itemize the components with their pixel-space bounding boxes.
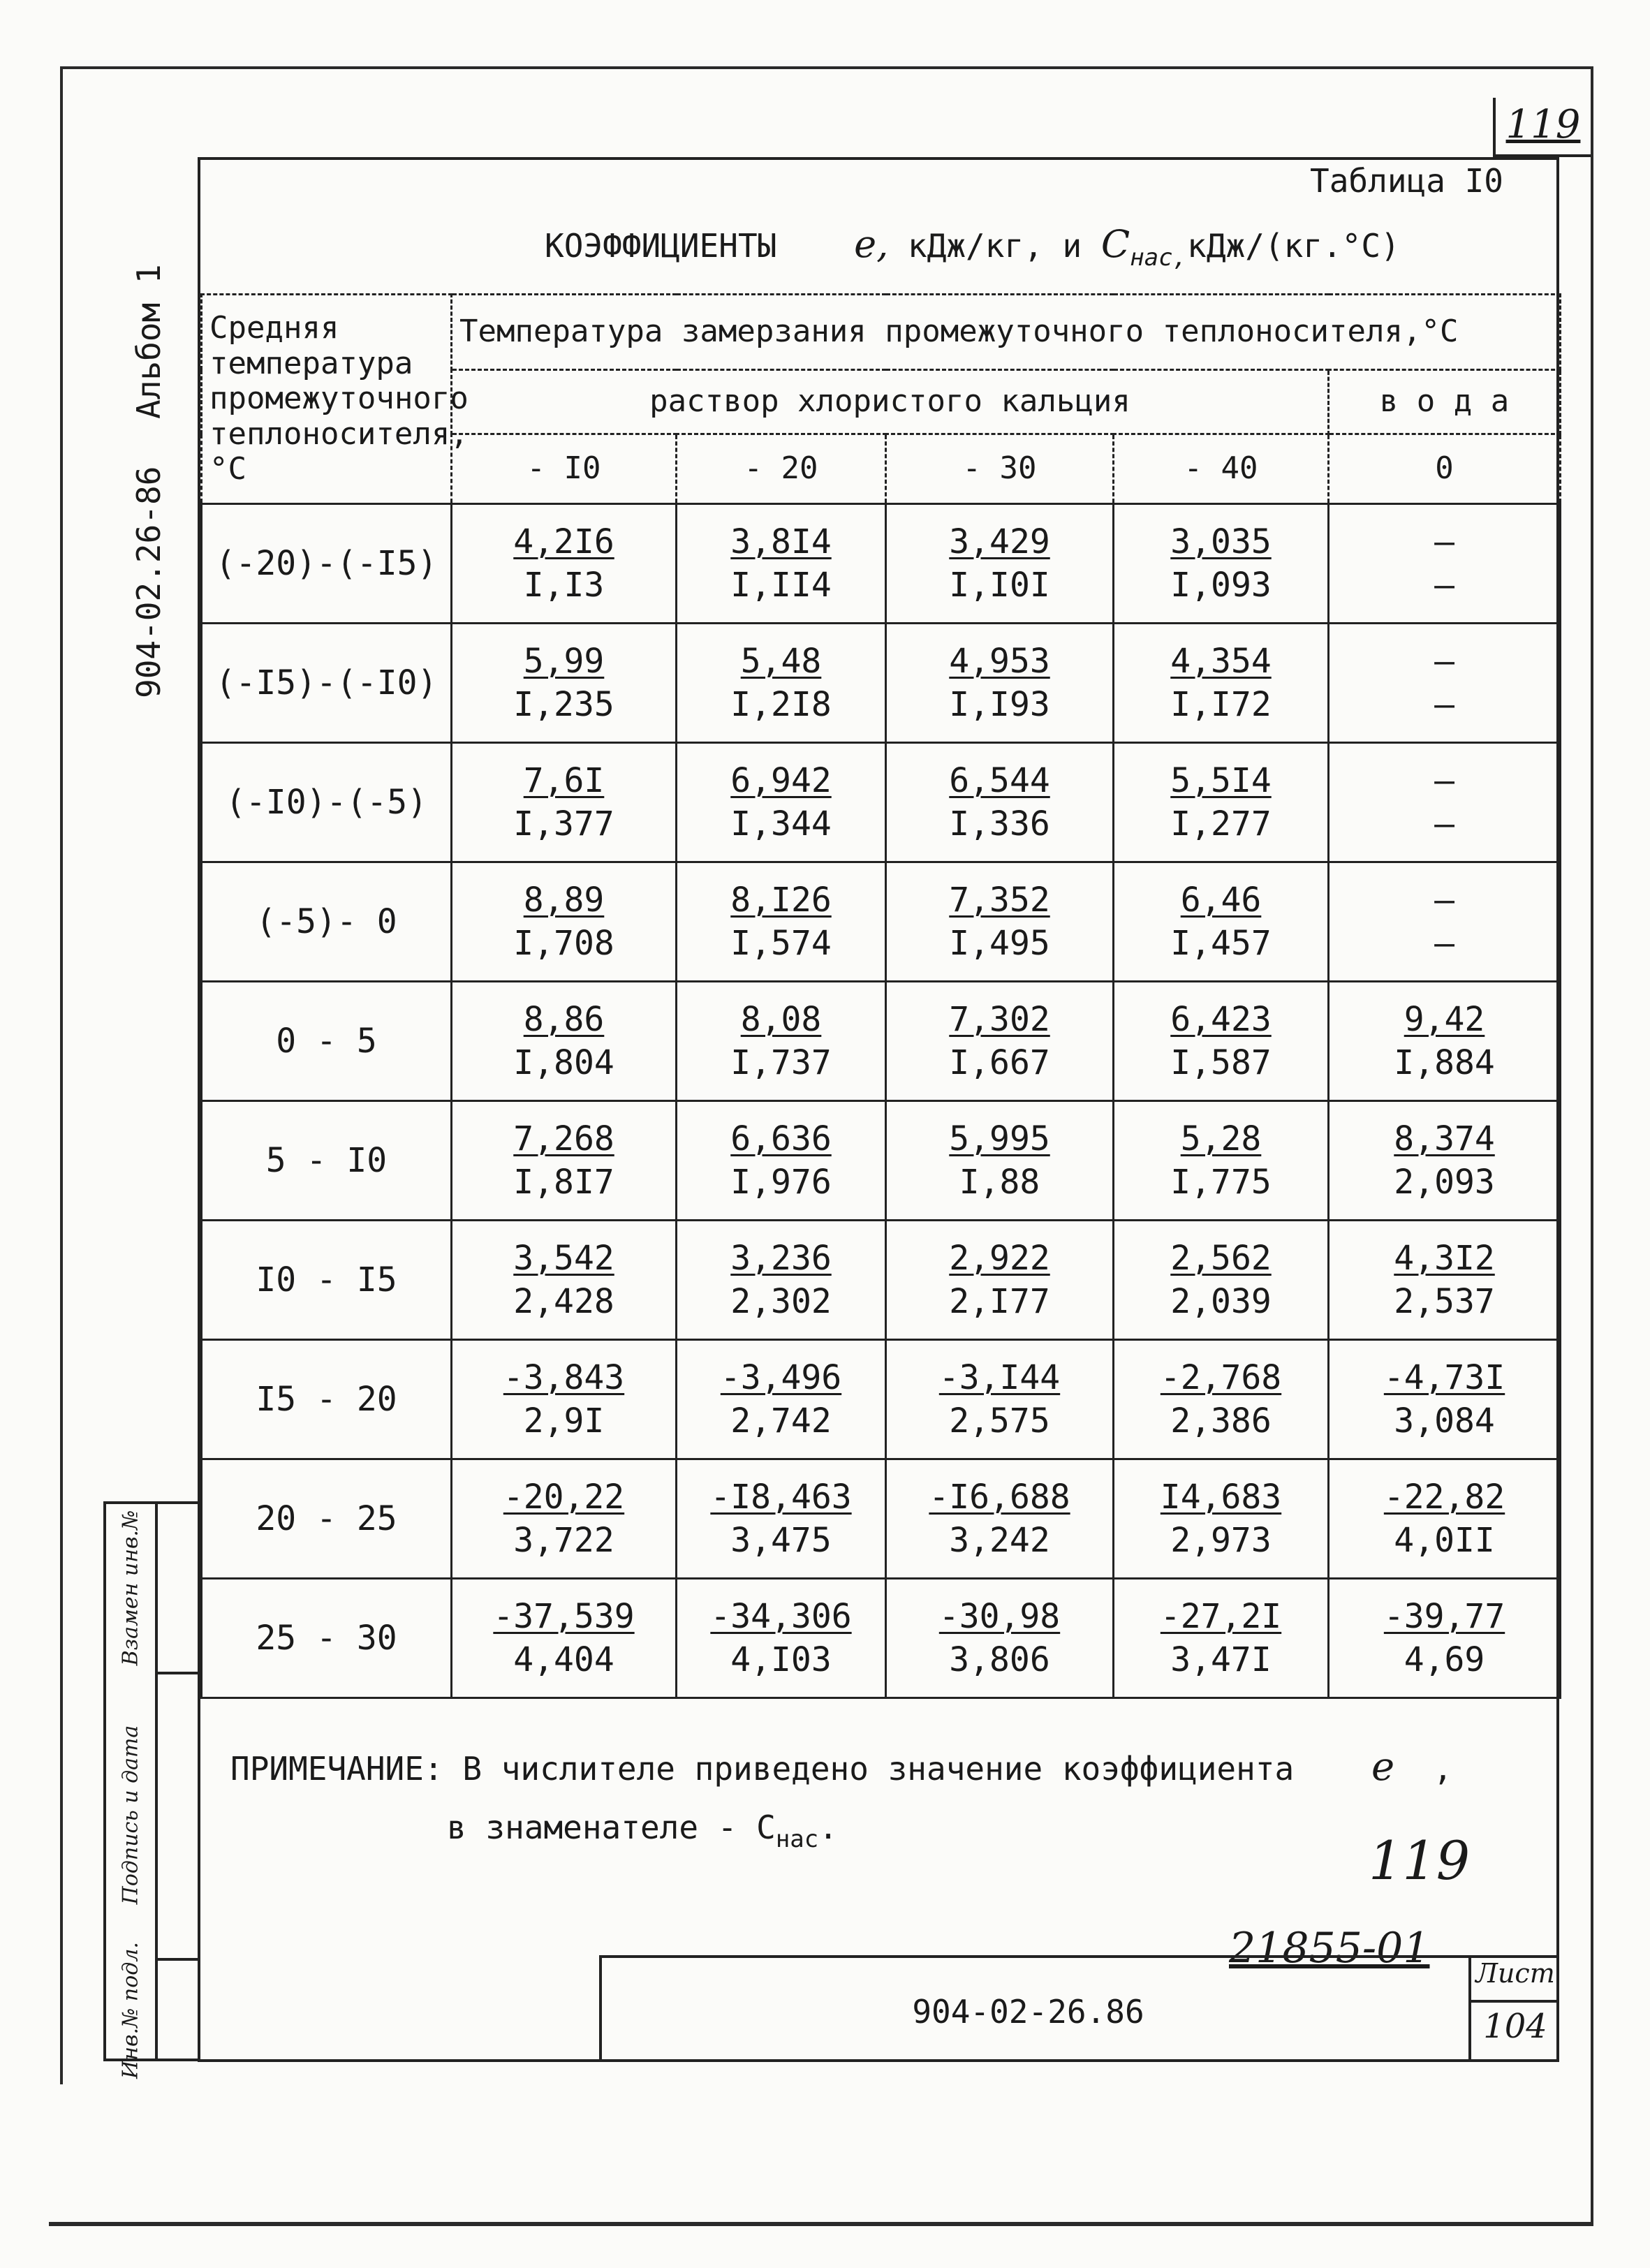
table-cell [452,862,677,982]
side-album-label [126,251,168,698]
numerator-e: -3,496 [720,1357,842,1397]
table-cell [677,862,886,982]
denominator-c: – [1434,804,1454,844]
strip-label-replaced-inv: Взамен инв.№ [118,1510,143,1666]
numerator-e: 4,2I6 [513,522,614,561]
main-header: Температура замерзания промежуточного теплоносителя,°С [452,295,1561,370]
numerator-e: 8,86 [523,999,605,1039]
strip-divider [155,1504,158,2059]
sheet-number: 104 [1483,2007,1547,2046]
fraction [730,998,832,1085]
fraction [1434,759,1454,846]
table-row [202,1579,1561,1698]
numerator-e: 2,922 [949,1238,1050,1278]
denominator-c: I,II4 [730,566,832,605]
table-cell [1329,1340,1561,1459]
table-cell [452,982,677,1101]
table-cell [452,624,677,743]
denominator-c: I,I72 [1170,685,1272,724]
fraction [1394,1237,1495,1324]
denominator-c: I,I3 [523,566,605,605]
note-line-2-tail: . [818,1809,838,1846]
fraction [929,1475,1070,1563]
numerator-e: -4,73I [1383,1357,1505,1397]
solution-header: раствор хлористого кальция [452,370,1329,434]
table-cell [1114,862,1329,982]
table-row [202,1459,1561,1579]
frame-line-left [60,66,63,2084]
denominator-c: 3,47I [1170,1640,1272,1679]
table-body [202,504,1561,1698]
fraction [949,640,1050,727]
denominator-c: I,235 [513,685,614,724]
corner-page-number-box [1493,98,1591,157]
denominator-c: 2,537 [1394,1282,1495,1321]
fraction [1394,998,1495,1085]
table-cell [886,1101,1114,1221]
fraction [949,1117,1050,1205]
fraction [939,1595,1060,1682]
table-cell [1329,624,1561,743]
numerator-e: 8,08 [740,999,822,1039]
note-e-symbol: e [1371,1744,1395,1790]
denominator-c: 3,084 [1394,1401,1495,1441]
table-label: Таблица I0 [1310,162,1503,200]
row-label: 5 - I0 [202,1101,452,1221]
numerator-e: -37,539 [493,1596,635,1636]
fraction [513,998,614,1085]
table-cell [677,504,886,624]
fraction [1434,878,1454,966]
denominator-c: I,495 [949,924,1050,963]
numerator-e: – [1434,641,1454,681]
note-line-1-tail: , [1433,1750,1453,1788]
fraction [1170,640,1272,727]
fraction [513,759,614,846]
table-row [202,624,1561,743]
denominator-c: – [1434,566,1454,605]
fraction [513,520,614,608]
denominator-c: 2,575 [949,1401,1050,1441]
numerator-e: 3,429 [949,522,1050,561]
numerator-e: -2,768 [1160,1357,1282,1397]
table-cell [886,1221,1114,1340]
table-cell [1114,1221,1329,1340]
album-label: Альбом 1 [130,264,168,419]
denominator-c: 2,973 [1170,1521,1272,1560]
denominator-c: I,574 [730,924,832,963]
table-cell [452,1101,677,1221]
sheet-cell [1468,1958,1559,2062]
denominator-c: 2,386 [1170,1401,1272,1441]
table-cell [886,862,1114,982]
denominator-c: 3,242 [949,1521,1050,1560]
table-cell [1329,982,1561,1101]
denominator-c: I,2I8 [730,685,832,724]
numerator-e: 5,5I4 [1170,760,1272,800]
numerator-e: 5,995 [949,1119,1050,1158]
fraction [949,998,1050,1085]
table-cell [886,1579,1114,1698]
fraction [730,759,832,846]
note-c-subscript: нас [775,1825,819,1853]
row-label: I0 - I5 [202,1221,452,1340]
denominator-c: I,8I7 [513,1163,614,1202]
table-cell [886,1340,1114,1459]
denominator-c: I,884 [1394,1043,1495,1082]
numerator-e: I4,683 [1160,1477,1282,1517]
numerator-e: -I6,688 [929,1477,1070,1517]
table-cell [452,1340,677,1459]
numerator-e: 4,953 [949,641,1050,681]
table-cell [677,1221,886,1340]
numerator-e: 8,374 [1394,1119,1495,1158]
numerator-e: 6,423 [1170,999,1272,1039]
denominator-c: – [1434,924,1454,963]
row-label: I5 - 20 [202,1340,452,1459]
numerator-e: -20,22 [503,1477,625,1517]
column-header: - I0 [452,434,677,504]
table-row [202,1340,1561,1459]
numerator-e: 3,035 [1170,522,1272,561]
denominator-c: I,804 [513,1043,614,1082]
numerator-e: 2,562 [1170,1238,1272,1278]
denominator-c: I,667 [949,1043,1050,1082]
table-cell [886,982,1114,1101]
title-e-symbol: e, [854,222,889,266]
numerator-e: 7,302 [949,999,1050,1039]
denominator-c: 2,093 [1394,1163,1495,1202]
column-header: - 30 [886,434,1114,504]
table-cell [886,504,1114,624]
table-title [545,222,1400,272]
fraction [939,1356,1060,1443]
denominator-c: 2,039 [1170,1282,1272,1321]
row-label: (-I0)-(-5) [202,743,452,862]
fraction [1161,1475,1281,1563]
denominator-c: 4,404 [513,1640,614,1679]
fraction [513,1117,614,1205]
fraction [1170,998,1272,1085]
denominator-c: I,336 [949,804,1050,844]
fraction [1170,1237,1272,1324]
fraction [949,759,1050,846]
denominator-c: 2,302 [730,1282,832,1321]
note-line-2: в знаменателе - С [447,1809,776,1846]
table-cell [677,1340,886,1459]
table-cell [1114,1340,1329,1459]
numerator-e: 9,42 [1404,999,1485,1039]
title-e-unit: кДж/кг, и [907,227,1082,265]
table-cell [1329,1459,1561,1579]
fraction [949,520,1050,608]
side-binding-strip [103,1501,198,2079]
table-cell [1329,504,1561,624]
numerator-e: 5,48 [740,641,822,681]
table-cell [1114,1101,1329,1221]
denominator-c: I,88 [959,1163,1040,1202]
title-c-subscript: нас, [1130,244,1188,272]
denominator-c: 2,742 [730,1401,832,1441]
table-cell [677,1101,886,1221]
sheet-label: Лист [1471,1958,1559,2003]
title-c-unit: кДж/(кг.°С) [1187,227,1400,265]
water-header: в о д а [1329,370,1561,434]
table-row [202,1221,1561,1340]
numerator-e: 5,28 [1180,1119,1262,1158]
denominator-c: I,976 [730,1163,832,1202]
numerator-e: -I8,463 [710,1477,852,1517]
denominator-c: I,I93 [949,685,1050,724]
table-cell [1329,743,1561,862]
fraction [1170,1117,1272,1205]
denominator-c: I,344 [730,804,832,844]
fraction [1161,1356,1281,1443]
frame-line-right [1591,66,1593,2224]
denominator-c: 3,475 [730,1521,832,1560]
fraction [503,1475,624,1563]
numerator-e: 4,3I2 [1394,1238,1495,1278]
fraction [1170,759,1272,846]
denominator-c: I,775 [1170,1163,1272,1202]
fraction [730,1237,832,1324]
table-cell [677,624,886,743]
numerator-e: 7,352 [949,880,1050,920]
handwritten-archive-number: 21855-01 [1229,1924,1430,1973]
fraction [1384,1595,1505,1682]
numerator-e: 6,942 [730,760,832,800]
numerator-e: 3,542 [513,1238,614,1278]
fraction [730,520,832,608]
denominator-c: – [1434,685,1454,724]
numerator-e: -22,82 [1383,1477,1505,1517]
numerator-e: 6,46 [1180,880,1262,920]
denominator-c: I,737 [730,1043,832,1082]
table-cell [886,743,1114,862]
fraction [503,1356,624,1443]
strip-rule [155,1958,198,1961]
denominator-c: 2,I77 [949,1282,1050,1321]
table-cell [1114,982,1329,1101]
row-label: (-20)-(-I5) [202,504,452,624]
table-cell [452,1579,677,1698]
numerator-e: – [1434,880,1454,920]
column-header: - 20 [677,434,886,504]
denominator-c: I,587 [1170,1043,1272,1082]
fraction [1384,1475,1505,1563]
fraction [730,878,832,966]
frame-line-bottom [49,2222,1593,2226]
numerator-e: 7,268 [513,1119,614,1158]
table-note [230,1744,1452,1790]
fraction [1434,640,1454,727]
table-row [202,504,1561,624]
table-cell [1329,1221,1561,1340]
denominator-c: I,093 [1170,566,1272,605]
fraction [1394,1117,1495,1205]
table-note-line-2 [447,1809,838,1853]
numerator-e: 8,89 [523,880,605,920]
strip-rule [155,1672,198,1674]
numerator-e: – [1434,522,1454,561]
table-cell [452,1459,677,1579]
numerator-e: -27,2I [1160,1596,1282,1636]
numerator-e: 6,544 [949,760,1050,800]
table-row [202,743,1561,862]
denominator-c: 4,I03 [730,1640,832,1679]
numerator-e: 3,8I4 [730,522,832,561]
column-header: - 40 [1114,434,1329,504]
denominator-c: I,I0I [949,566,1050,605]
fraction [730,640,832,727]
row-label: (-I5)-(-I0) [202,624,452,743]
table-cell [886,1459,1114,1579]
table-cell [1329,862,1561,982]
numerator-e: -3,843 [503,1357,625,1397]
row-label: 0 - 5 [202,982,452,1101]
numerator-e: -39,77 [1383,1596,1505,1636]
table-cell [1114,743,1329,862]
numerator-e: 7,6I [523,760,605,800]
denominator-c: 3,722 [513,1521,614,1560]
fraction [1161,1595,1281,1682]
numerator-e: 5,99 [523,641,605,681]
table-cell [1329,1579,1561,1698]
table-cell [452,1221,677,1340]
fraction [513,640,614,727]
fraction [513,878,614,966]
table-row [202,862,1561,982]
numerator-e: 8,I26 [730,880,832,920]
row-label: 25 - 30 [202,1579,452,1698]
fraction [1170,878,1272,966]
fraction [949,878,1050,966]
fraction [730,1117,832,1205]
table-cell [1114,1579,1329,1698]
table-cell [1114,624,1329,743]
note-line-1: ПРИМЕЧАНИЕ: В числителе приведено значение коэффициента [230,1750,1295,1788]
table-cell [677,1459,886,1579]
numerator-e: – [1434,760,1454,800]
numerator-e: 3,236 [730,1238,832,1278]
fraction [1384,1356,1505,1443]
numerator-e: 6,636 [730,1119,832,1158]
denominator-c: I,277 [1170,804,1272,844]
table-cell [677,982,886,1101]
table-cell [677,743,886,862]
handwritten-page-number: 119 [1369,1829,1471,1892]
title-prefix: КОЭФФИЦИЕНТЫ [545,227,777,265]
numerator-e: -30,98 [938,1596,1061,1636]
document-code: 904-02-26.86 [912,1993,1144,2031]
numerator-e: 4,354 [1170,641,1272,681]
frame-line-top [60,66,1593,69]
numerator-e: -3,I44 [938,1357,1061,1397]
album-code: 904-02.26-86 [130,466,168,698]
title-block-stamp [599,1955,1559,2062]
fraction [513,1237,614,1324]
table-cell [1114,1459,1329,1579]
table-cell [677,1579,886,1698]
row-header: Средняя температура промежуточного теплоносителя, °С [202,295,452,504]
row-label: (-5)- 0 [202,862,452,982]
denominator-c: I,377 [513,804,614,844]
fraction [493,1595,634,1682]
fraction [710,1595,851,1682]
table-cell [1329,1101,1561,1221]
fraction [721,1356,841,1443]
table-cell [1114,504,1329,624]
table-row [202,982,1561,1101]
strip-label-original-inv: Инв.№ подл. [118,1942,143,2079]
table-cell [452,743,677,862]
coefficients-table [200,293,1561,1699]
denominator-c: 3,806 [949,1640,1050,1679]
table-cell [452,504,677,624]
denominator-c: 4,69 [1404,1640,1485,1679]
numerator-e: -34,306 [710,1596,852,1636]
denominator-c: 2,428 [513,1282,614,1321]
fraction [710,1475,851,1563]
column-header: 0 [1329,434,1561,504]
denominator-c: 4,0II [1394,1521,1495,1560]
fraction [1434,520,1454,608]
table-row [202,1101,1561,1221]
title-c-symbol: C [1100,222,1130,266]
denominator-c: 2,9I [523,1401,605,1441]
corner-page-number: 119 [1505,102,1581,147]
denominator-c: I,708 [513,924,614,963]
strip-label-signature-date: Подпись и дата [118,1725,143,1905]
denominator-c: I,457 [1170,924,1272,963]
table-cell [886,624,1114,743]
fraction [1170,520,1272,608]
fraction [949,1237,1050,1324]
row-label: 20 - 25 [202,1459,452,1579]
